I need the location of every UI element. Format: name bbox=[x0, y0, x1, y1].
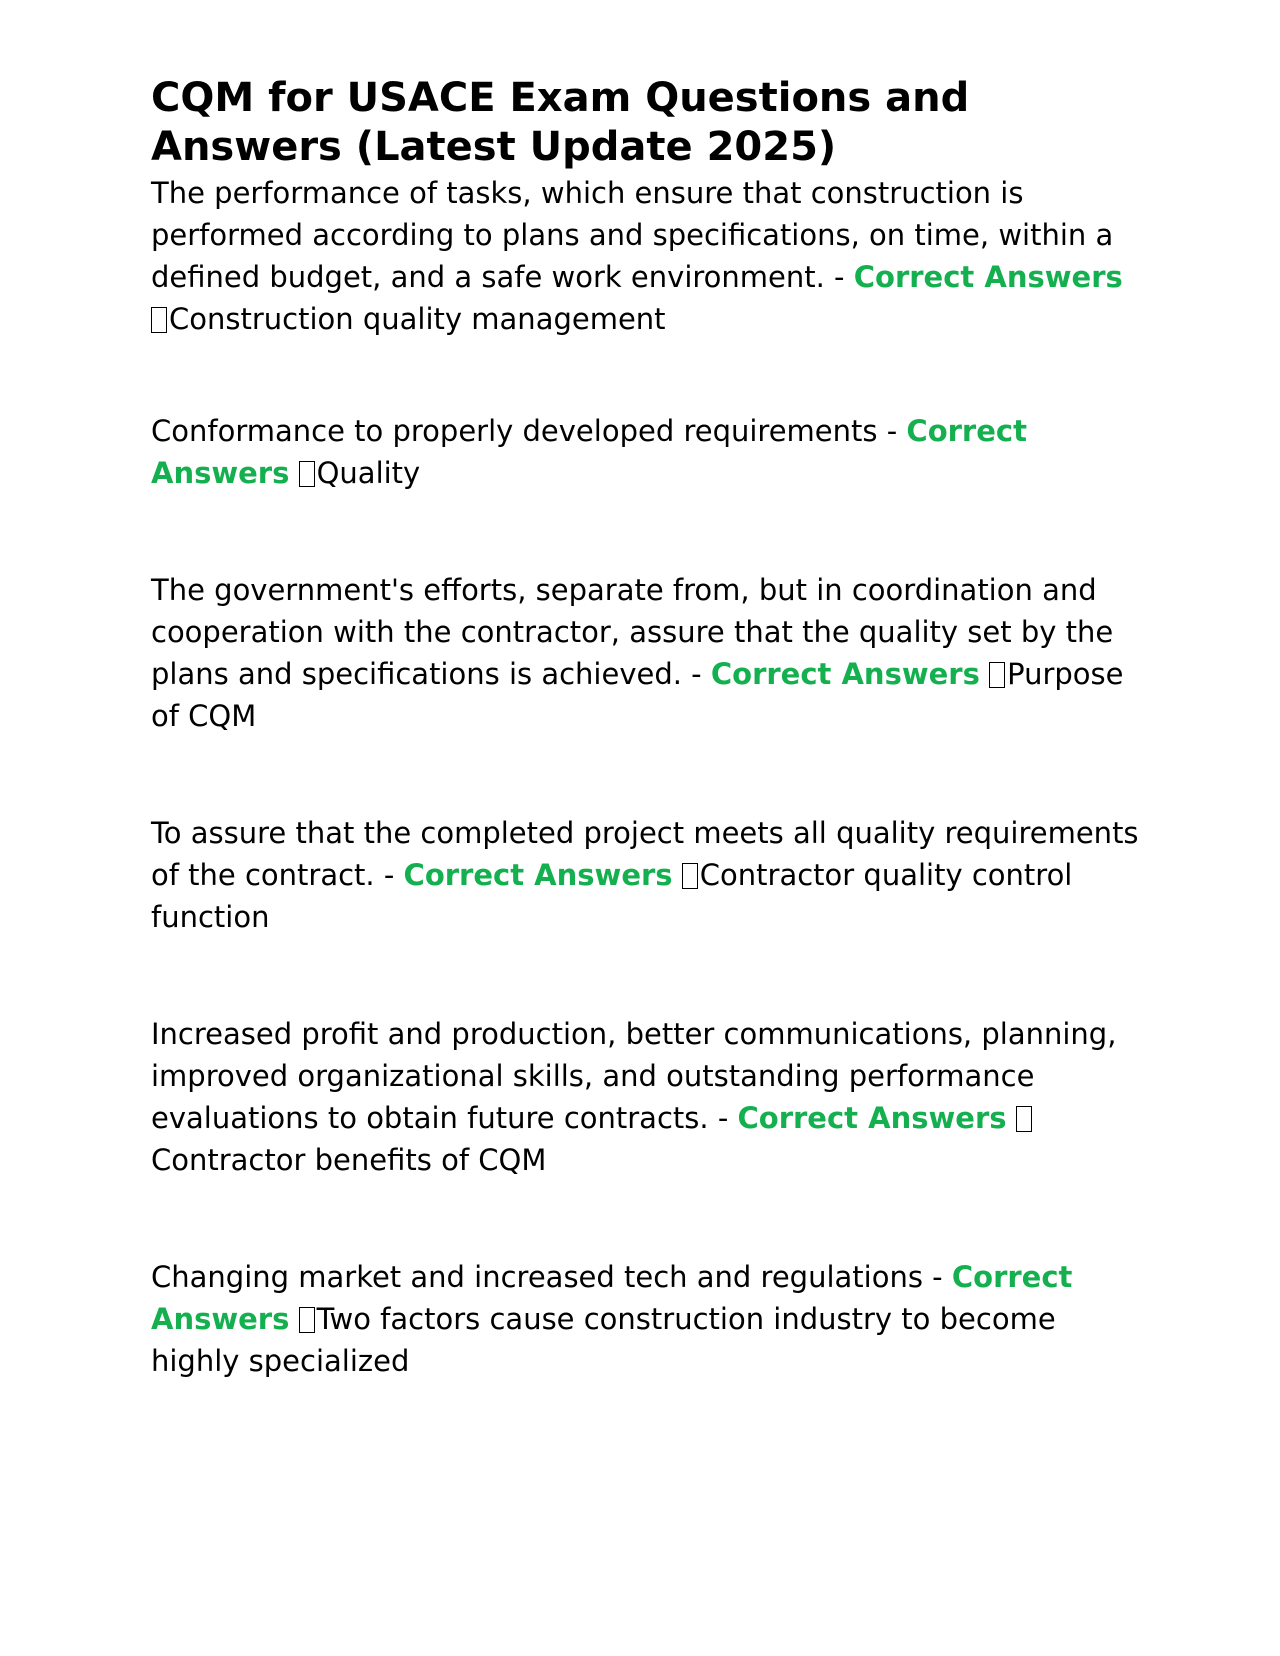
missing-glyph-icon bbox=[151, 307, 167, 333]
qa-item bbox=[151, 1013, 1141, 1181]
answer-label: Correct Answers bbox=[710, 657, 980, 691]
document-title: CQM for USACE Exam Questions and Answers (Latest Update 2025) bbox=[151, 75, 970, 170]
question-text: Changing market and increased tech and regulations - bbox=[151, 1260, 943, 1294]
answer-label: Correct Answers bbox=[853, 260, 1123, 294]
missing-glyph-icon bbox=[682, 863, 698, 889]
question-text: Conformance to properly developed requirements - bbox=[151, 414, 898, 448]
missing-glyph-icon bbox=[989, 662, 1005, 688]
answer-text: Two factors cause construction industry to become highly specialized bbox=[151, 1302, 1056, 1378]
qa-item bbox=[151, 1256, 1141, 1382]
missing-glyph-icon bbox=[299, 1307, 315, 1333]
document-page bbox=[151, 74, 1141, 1382]
answer-text: Contractor benefits of CQM bbox=[151, 1143, 547, 1177]
answer-label: Correct Answers bbox=[151, 1260, 1073, 1336]
qa-item bbox=[151, 410, 1141, 494]
missing-glyph-icon bbox=[299, 461, 315, 487]
qa-item bbox=[151, 172, 1141, 340]
answer-text: Contractor quality control function bbox=[151, 858, 1073, 934]
answer-text: Purpose of CQM bbox=[151, 657, 1124, 733]
answer-text: Construction quality management bbox=[169, 302, 666, 336]
qa-item bbox=[151, 569, 1141, 737]
answer-label: Correct Answers bbox=[151, 414, 1027, 490]
question-text: Increased profit and production, better communications, planning, improved organizational skills, and outstanding performance evaluations to obtain future contracts. - bbox=[151, 1017, 1117, 1135]
missing-glyph-icon bbox=[1016, 1106, 1032, 1132]
answer-text: Quality bbox=[316, 456, 421, 490]
question-text: The government's efforts, separate from, but in coordination and cooperation with the contractor, assure that the quality set by the plans and specifications is achieved. - bbox=[151, 573, 1114, 691]
qa-item bbox=[151, 812, 1141, 938]
answer-label: Correct Answers bbox=[737, 1101, 1007, 1135]
answer-label: Correct Answers bbox=[403, 858, 673, 892]
question-text: The performance of tasks, which ensure that construction is performed according to plans and specifications, on time, within a defined budget, and a safe work environment. - bbox=[151, 176, 1114, 294]
question-text: To assure that the completed project meets all quality requirements of the contract. - bbox=[151, 816, 1139, 892]
